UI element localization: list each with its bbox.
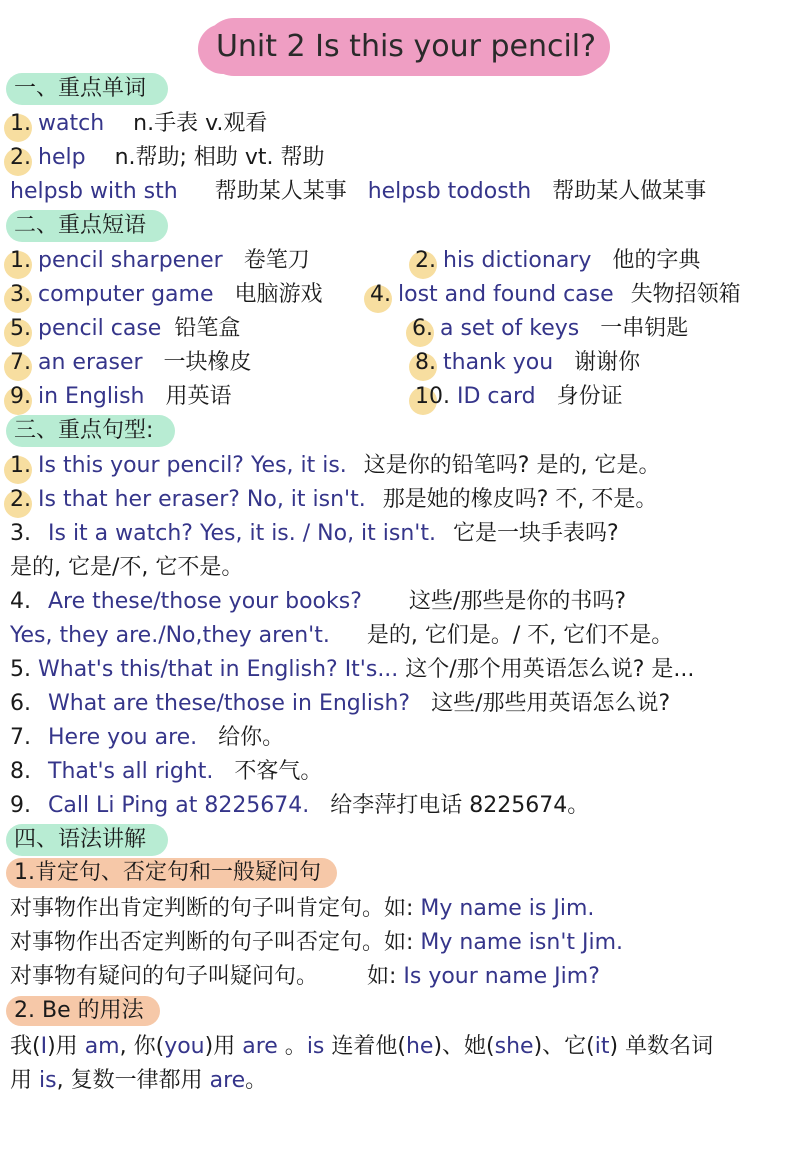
phrase-en: an eraser [38,350,143,375]
sentence-en: Call Li Ping at 8225674. [48,793,310,818]
sentence-en: Here you are. [48,725,198,750]
sentence-number: 2. [10,487,31,512]
be-usage-line-1 [10,1030,713,1064]
sentence-cn: 是的, 它是/不, 它不是。 [10,555,244,580]
be-verb: are [242,1034,278,1059]
phrase-number: 7. [10,350,31,375]
sentence-row [10,483,657,517]
be-text: )用 [204,1034,236,1059]
grammar-en: My name isn't Jim. [420,930,624,955]
phrase-cn: 谢谢你 [574,350,641,375]
phrase-row [415,244,700,278]
word-row [10,141,325,175]
sentence-en: What's this/that in English? It's... [38,657,399,682]
be-verb: is [306,1034,325,1059]
be-pronoun: I [40,1034,48,1059]
be-text: 。 [245,1068,268,1093]
sentence-row [10,687,670,721]
subheading-sentence-types: 1.肯定句、否定句和一般疑问句 [6,858,337,888]
phrase-number: 3. [10,282,31,307]
phrase-cn: 卷笔刀 [243,248,310,273]
section-heading-sentences: 三、重点句型: [6,415,175,447]
phrase-number: 8. [415,350,436,375]
phrase-number: 5. [10,316,31,341]
section-heading-grammar: 四、语法讲解 [6,824,168,856]
phrase-cn: 用英语 [165,384,232,409]
grammar-cn: 对事物有疑问的句子叫疑问句。 如: [10,964,397,989]
phrase-number: 1. [10,248,31,273]
phrase-row [370,278,741,312]
help-phrase-row [10,175,706,209]
sentence-cn: 给你。 [218,725,285,750]
word-en: watch [38,111,105,136]
section-heading-words: 一、重点单词 [6,73,168,105]
sentence-cn: 给李萍打电话 8225674。 [330,793,590,818]
grammar-row [10,926,623,960]
section-heading-phrases: 二、重点短语 [6,210,168,242]
sentence-en: Is it a watch? Yes, it is. / No, it isn't. [48,521,436,546]
sentence-number: 1. [10,453,31,478]
phrase-row [10,244,310,278]
phrase-row [10,346,252,380]
sentence-en: That's all right. [48,759,214,784]
sentence-number: 7. [10,725,31,750]
help-phrase-cn-1: 帮助某人某事 [214,179,347,204]
sentence-en: Is that her eraser? No, it isn't. [38,487,366,512]
phrase-cn: 失物招领箱 [630,282,741,307]
phrase-en: thank you [443,350,554,375]
sentence-number: 8. [10,759,31,784]
sentence-row [10,619,673,653]
sentence-row [10,789,589,823]
sentence-cn: 这个/那个用英语怎么说? 是... [405,657,695,682]
sentence-row [10,551,243,585]
be-pronoun: you [164,1034,205,1059]
grammar-en: My name is Jim. [420,896,595,921]
page-title: Unit 2 Is this your pencil? [215,29,597,64]
sentence-en: Are these/those your books? [48,589,362,614]
phrase-cn: 他的字典 [612,248,701,273]
sentence-row [10,585,626,619]
phrase-cn: 一串钥匙 [600,316,689,341]
be-pronoun: he [405,1034,434,1059]
be-text: 我( [10,1034,41,1059]
help-phrase-en-2: helpsb todosth [367,179,532,204]
grammar-en: Is your name Jim? [403,964,600,989]
grammar-cn: 对事物作出否定判断的句子叫否定句。如: [10,930,414,955]
sentence-row [10,517,619,551]
sentence-number: 3. [10,521,31,546]
be-verb: is [39,1068,57,1093]
help-phrase-en-1: helpsb with sth [10,179,178,204]
be-text: 。 [284,1034,307,1059]
sentence-number: 6. [10,691,31,716]
be-text: )用 [47,1034,78,1059]
be-text: ) 单数名词 [609,1034,714,1059]
sentence-number: 9. [10,793,31,818]
grammar-row [10,892,594,926]
sentence-cn: 它是一块手表吗? [452,521,619,546]
be-pronoun: she [494,1034,534,1059]
be-text: , 复数一律都用 [56,1068,203,1093]
word-number: 1. [10,111,31,136]
phrase-cn: 电脑游戏 [234,282,323,307]
sentence-row [10,449,660,483]
phrase-cn: 一块橡皮 [163,350,252,375]
subheading-be-usage: 2. Be 的用法 [6,996,160,1026]
be-text: )、她( [433,1034,495,1059]
phrase-en: lost and found case [398,282,614,307]
be-pronoun: it [594,1034,610,1059]
phrase-row [412,312,688,346]
grammar-cn: 对事物作出肯定判断的句子叫肯定句。如: [10,896,414,921]
phrase-en: computer game [38,282,214,307]
phrase-en: ID card [457,384,536,409]
phrase-row [415,380,623,414]
sentence-cn: 这些/那些是你的书吗? [408,589,626,614]
word-en: help [38,145,86,170]
sentence-cn: 这是你的铅笔吗? 是的, 它是。 [363,453,661,478]
be-verb: am [84,1034,120,1059]
phrase-en: pencil case [38,316,162,341]
sentence-row [10,721,284,755]
phrase-cn: 身份证 [556,384,623,409]
word-cn: n.手表 v.观看 [133,111,268,136]
be-text: 用 [10,1068,33,1093]
be-verb: are [209,1068,246,1093]
sentence-row [10,755,322,789]
be-text: )、它( [533,1034,595,1059]
sentence-cn: 不客气。 [234,759,323,784]
phrase-number: 9. [10,384,31,409]
phrase-en: a set of keys [440,316,580,341]
sentence-cn: 那是她的橡皮吗? 不, 不是。 [382,487,658,512]
phrase-number: 2. [415,248,436,273]
title-banner [0,18,800,78]
phrase-row [415,346,640,380]
sentence-cn: 这些/那些用英语怎么说? [431,691,671,716]
sentence-number: 4. [10,589,31,614]
phrase-en: pencil sharpener [38,248,223,273]
be-usage-line-2 [10,1064,267,1098]
sentence-en: Is this your pencil? Yes, it is. [38,453,347,478]
phrase-en: his dictionary [443,248,592,273]
phrase-row [10,380,232,414]
sentence-cn: 是的, 它们是。/ 不, 它们不是。 [366,623,674,648]
phrase-cn: 铅笔盒 [174,316,241,341]
word-cn: n.帮助; 相助 vt. 帮助 [114,145,325,170]
be-text: , 你( [119,1034,165,1059]
phrase-number: 10. [415,384,450,409]
help-phrase-cn-2: 帮助某人做某事 [552,179,707,204]
word-number: 2. [10,145,31,170]
sentence-row [10,653,694,687]
sentence-en: What are these/those in English? [48,691,411,716]
sentence-number: 5. [10,657,31,682]
sentence-en: Yes, they are./No,they aren't. [10,623,330,648]
phrase-en: in English [38,384,145,409]
word-row [10,107,267,141]
be-text: 连着他( [331,1034,406,1059]
phrase-number: 6. [412,316,433,341]
grammar-row [10,960,600,994]
phrase-number: 4. [370,282,391,307]
phrase-row [10,278,323,312]
phrase-row [10,312,240,346]
